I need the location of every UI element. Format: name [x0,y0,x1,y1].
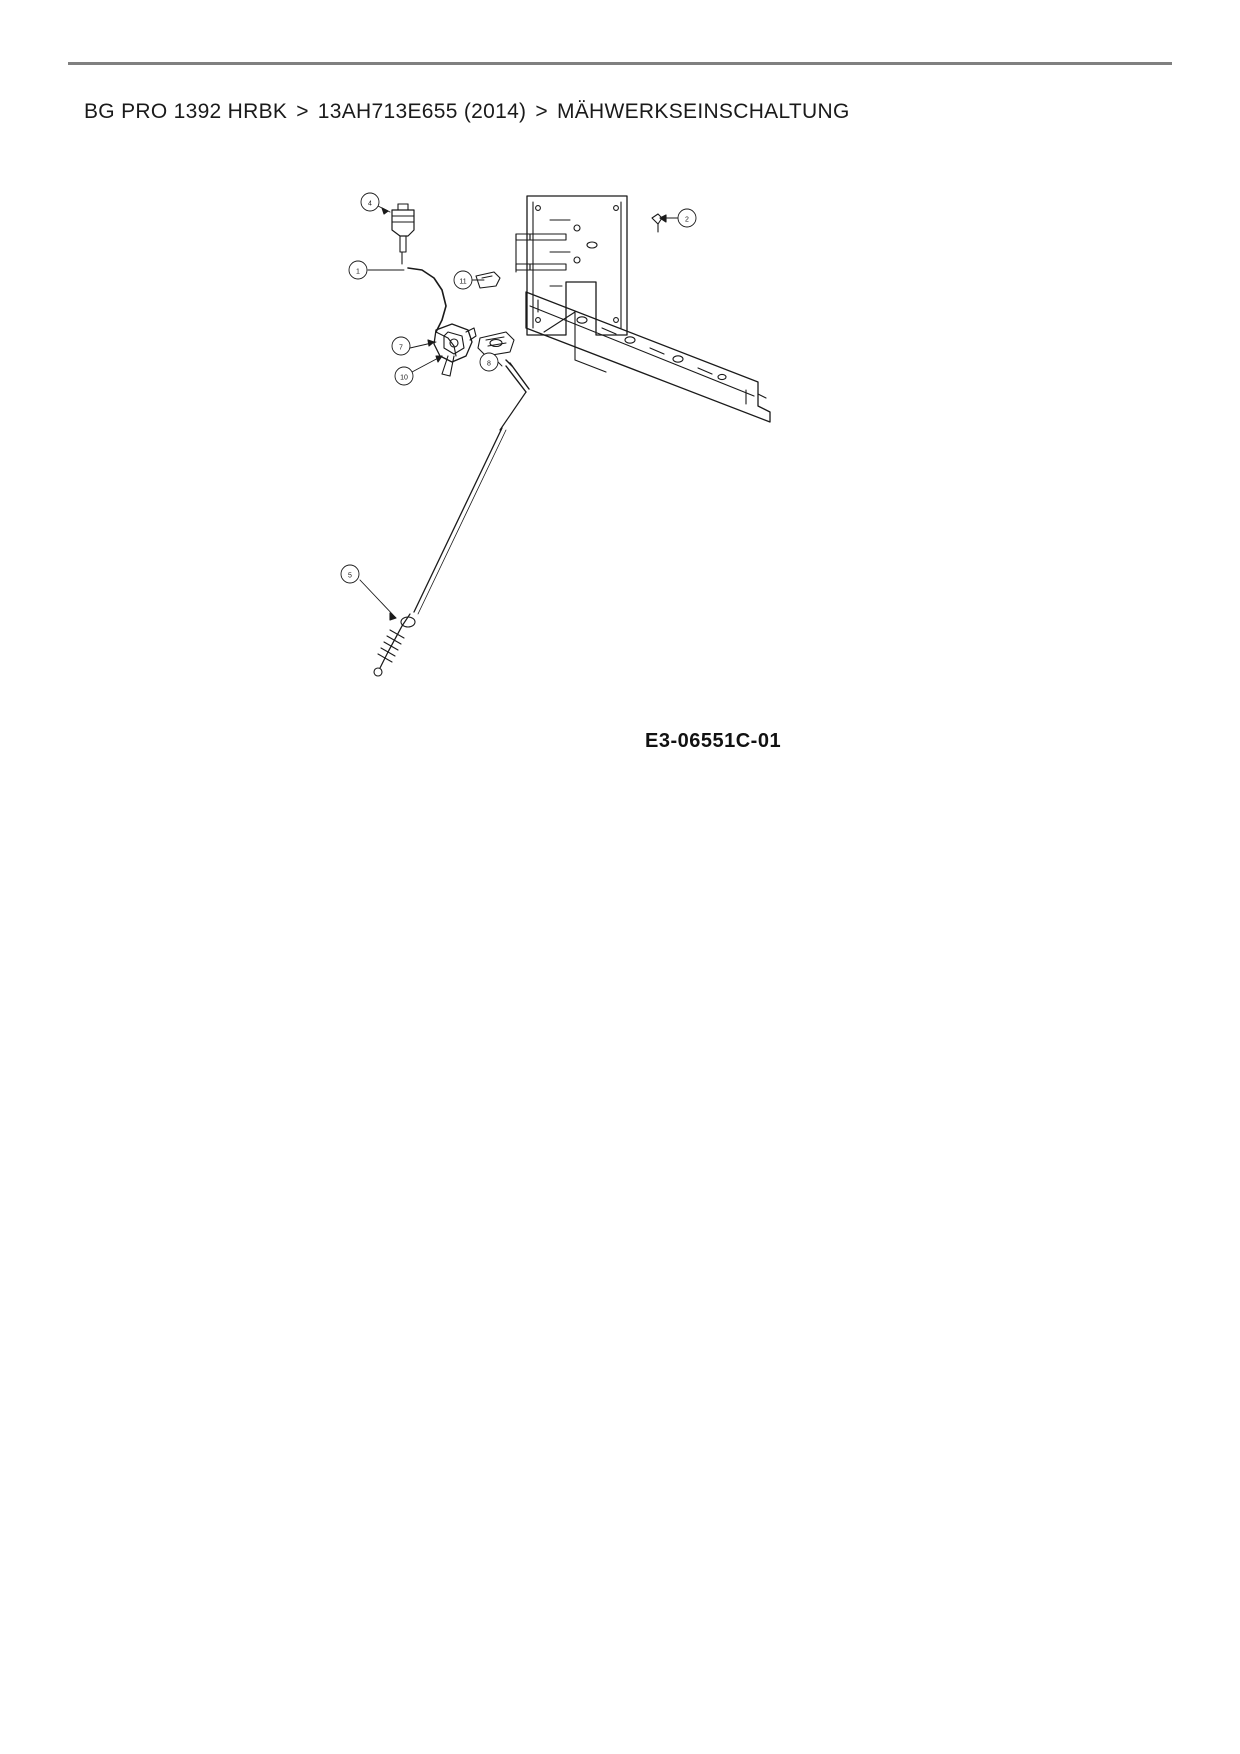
callout-label-7: 7 [399,344,403,352]
header-divider [68,62,1172,65]
callout-label-8: 8 [487,360,491,368]
breadcrumb [84,100,850,124]
breadcrumb-assembly: MÄHWERKSEINSCHALTUNG [556,100,850,123]
callout-label-5: 5 [348,572,352,580]
exploded-parts-illustration [330,160,800,780]
breadcrumb-separator-1: > [296,100,309,123]
breadcrumb-part-number[interactable]: 13AH713E655 (2014) [317,100,527,123]
figure-code-label: E3-06551C-01 [645,730,782,752]
callout-label-2: 2 [685,216,689,224]
breadcrumb-model[interactable]: BG PRO 1392 HRBK [84,100,288,123]
callout-label-1: 1 [356,268,360,276]
breadcrumb-separator-2: > [535,100,548,123]
callout-label-11: 11 [459,278,467,286]
callout-label-4: 4 [368,200,372,208]
callout-label-10: 10 [400,374,408,382]
